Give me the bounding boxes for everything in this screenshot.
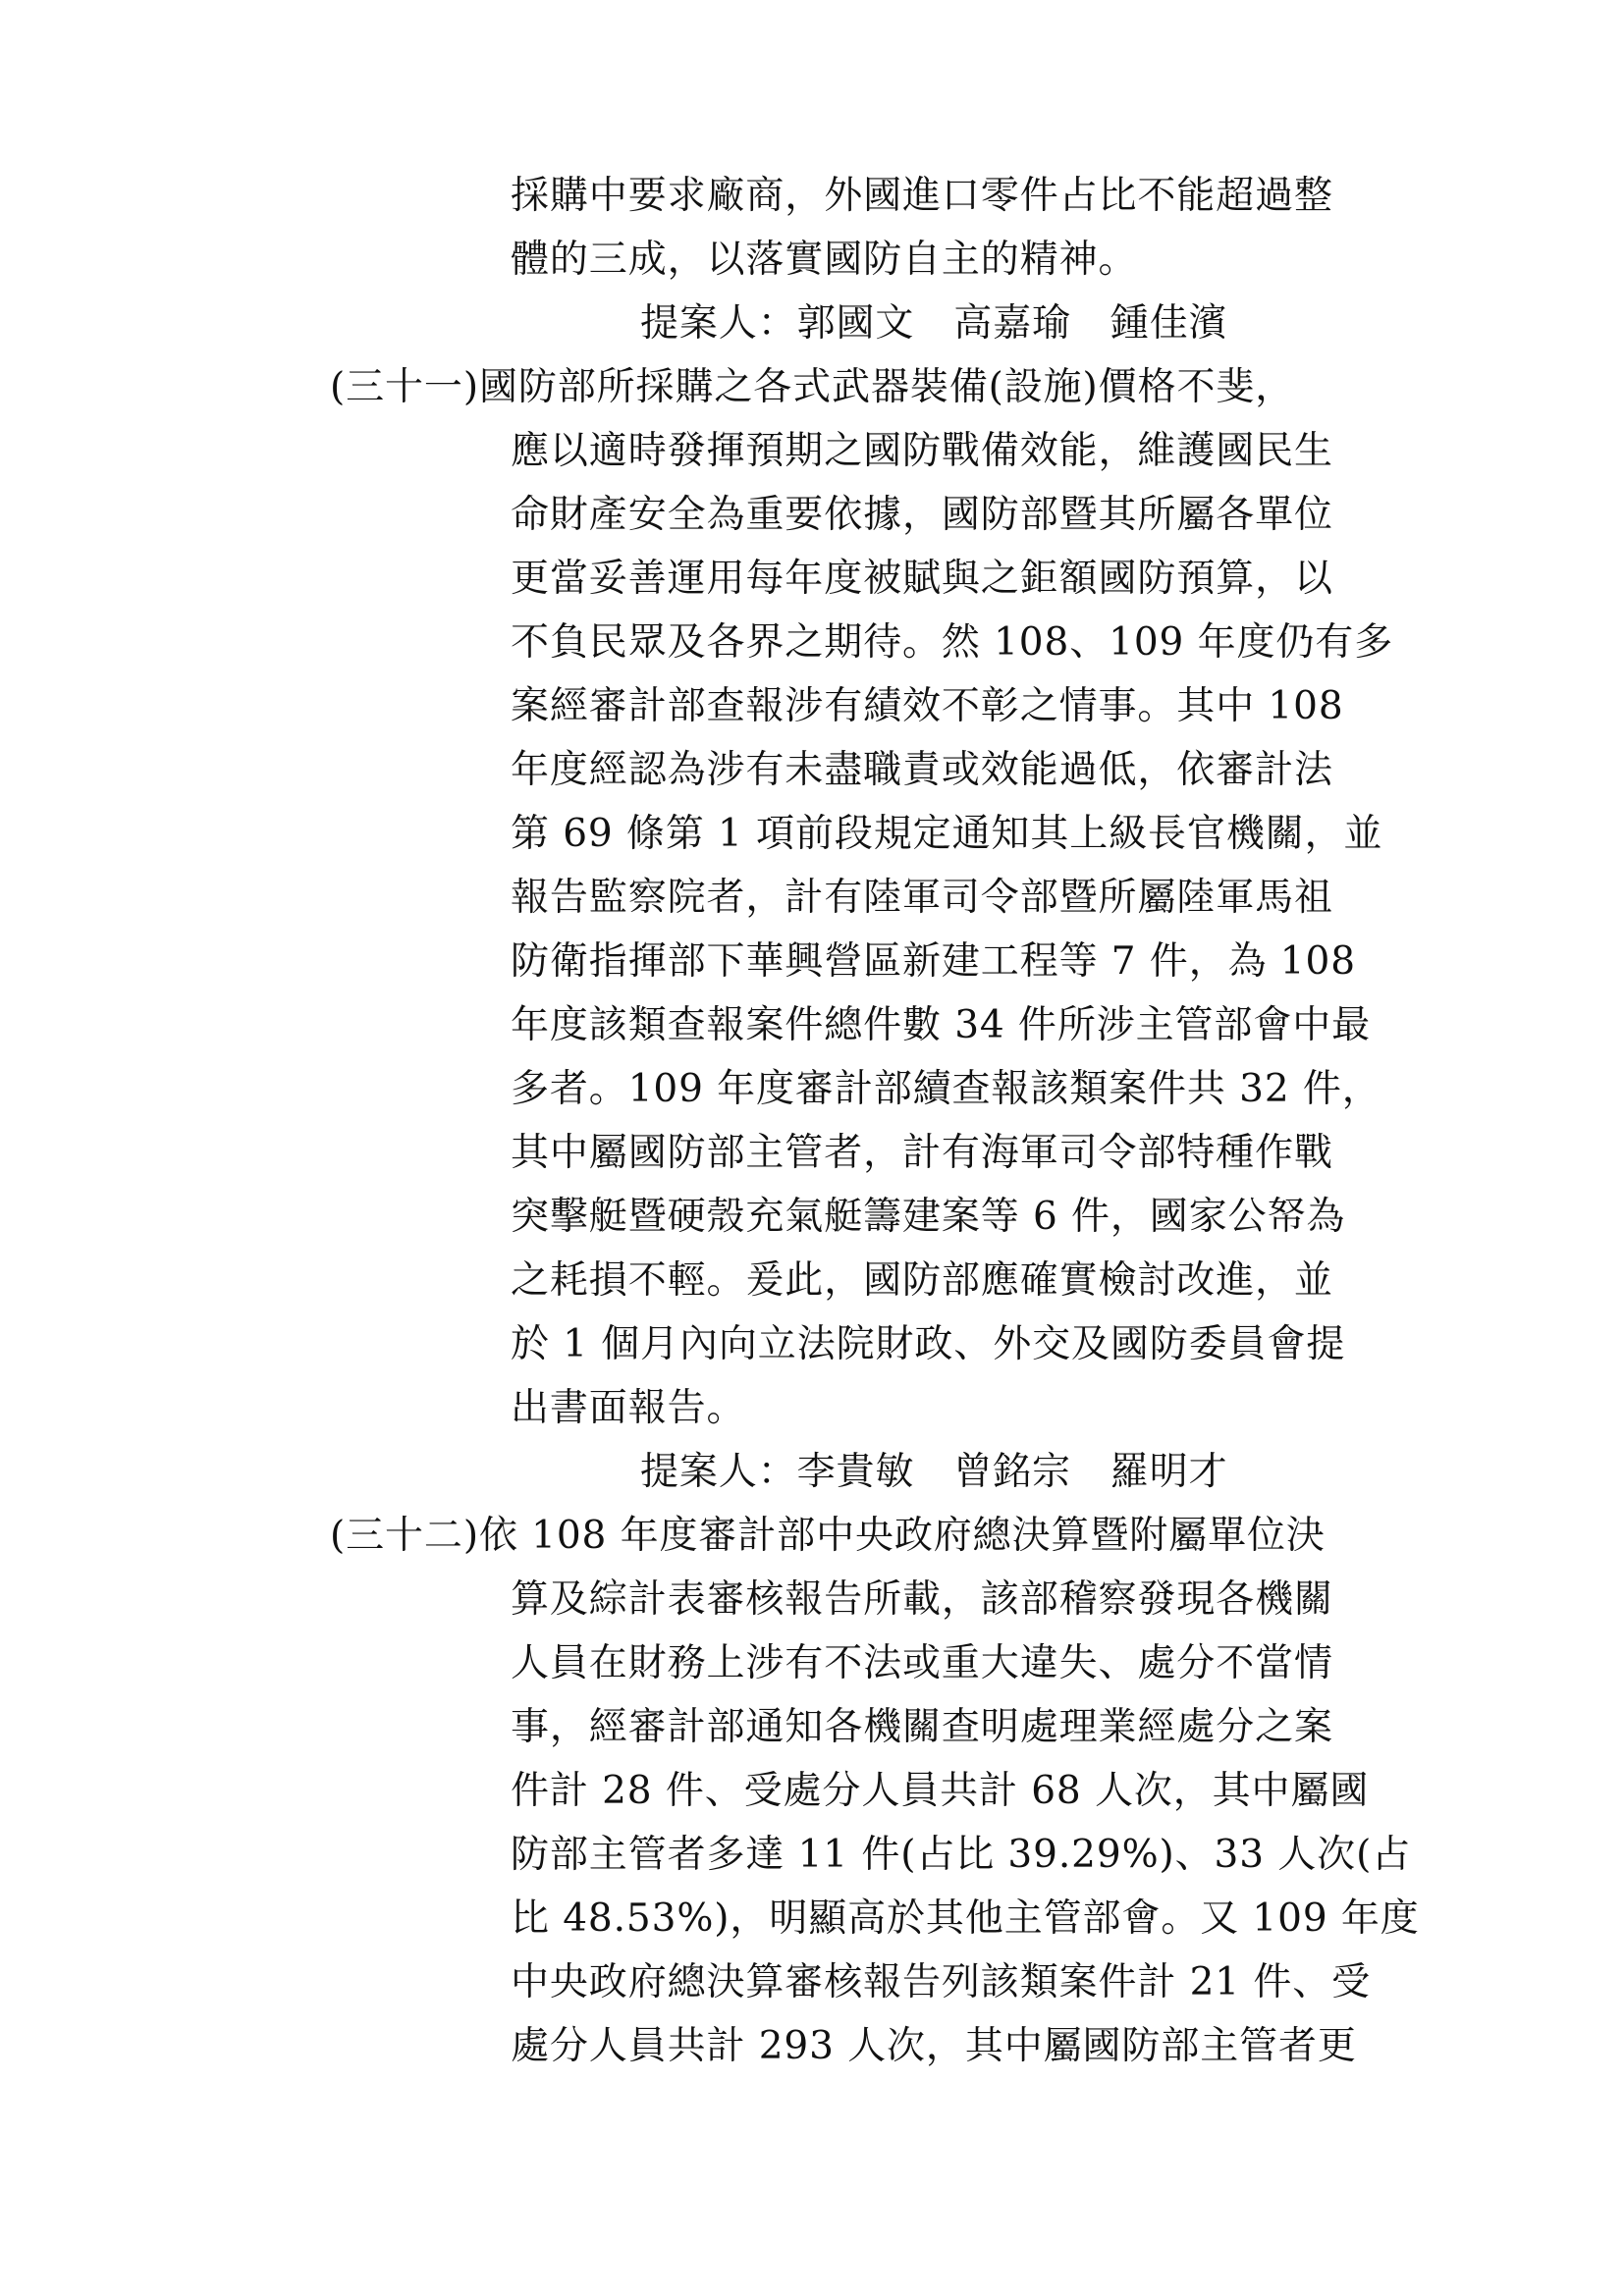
item-31-line-2: 應以適時發揮預期之國防戰備效能，維護國民生 bbox=[511, 429, 1333, 473]
item-31-line-17: 出書面報告。 bbox=[511, 1386, 746, 1430]
item-32-first-line bbox=[330, 1514, 1326, 1558]
item-32-label: (三十二) bbox=[330, 1514, 479, 1558]
item-32-line-1: 依 108 年度審計部中央政府總決算暨附屬單位決 bbox=[478, 1514, 1326, 1558]
item-31-line-12: 多者。109 年度審計部續查報該類案件共 32 件， bbox=[511, 1067, 1381, 1111]
item-32-line-7: 比 48.53%)，明顯高於其他主管部會。又 109 年度 bbox=[511, 1896, 1420, 1941]
item-32-line-4: 事，經審計部通知各機關查明處理業經處分之案 bbox=[511, 1705, 1333, 1749]
item-31-label: (三十一) bbox=[330, 365, 479, 409]
item-31-line-14: 突擊艇暨硬殼充氣艇籌建案等 6 件，國家公帑為 bbox=[511, 1195, 1346, 1239]
item-31-line-10: 防衛指揮部下華興營區新建工程等 7 件，為 108 bbox=[511, 939, 1356, 984]
item-32-line-3: 人員在財務上涉有不法或重大違失、處分不當情 bbox=[511, 1641, 1333, 1685]
item-31-line-9: 報告監察院者，計有陸軍司令部暨所屬陸軍馬祖 bbox=[511, 876, 1333, 920]
item-31-line-8: 第 69 條第 1 項前段規定通知其上級長官機關，並 bbox=[511, 812, 1383, 856]
intro-line-1: 採購中要求廠商，外國進口零件占比不能超過整 bbox=[511, 174, 1333, 218]
item-31-line-6: 案經審計部查報涉有績效不彰之情事。其中 108 bbox=[511, 684, 1344, 728]
item-31-line-3: 命財產安全為重要依據，國防部暨其所屬各單位 bbox=[511, 493, 1333, 537]
proposer-line-31: 提案人：李貴敏 曾銘宗 羅明才 bbox=[640, 1450, 1228, 1494]
item-31-line-11: 年度該類查報案件總件數 34 件所涉主管部會中最 bbox=[511, 1003, 1372, 1047]
item-31-line-5: 不負民眾及各界之期待。然 108、109 年度仍有多 bbox=[511, 620, 1394, 665]
item-32-line-2: 算及綜計表審核報告所載，該部稽察發現各機關 bbox=[511, 1577, 1333, 1622]
item-31-first-line bbox=[330, 365, 1295, 409]
item-32-line-9: 處分人員共計 293 人次，其中屬國防部主管者更 bbox=[511, 2024, 1357, 2068]
item-32-line-5: 件計 28 件、受處分人員共計 68 人次，其中屬國 bbox=[511, 1769, 1370, 1813]
item-31-line-13: 其中屬國防部主管者，計有海軍司令部特種作戰 bbox=[511, 1131, 1333, 1175]
proposer-line-intro: 提案人：郭國文 高嘉瑜 鍾佳濱 bbox=[640, 301, 1228, 346]
item-31-line-16: 於 1 個月內向立法院財政、外交及國防委員會提 bbox=[511, 1322, 1346, 1366]
intro-line-2: 體的三成，以落實國防自主的精神。 bbox=[511, 238, 1138, 282]
item-32-line-8: 中央政府總決算審核報告列該類案件計 21 件、受 bbox=[511, 1960, 1372, 2004]
item-32-line-6: 防部主管者多達 11 件(占比 39.29%)、33 人次(占 bbox=[511, 1833, 1412, 1877]
item-31-line-1: 國防部所採購之各式武器裝備(設施)價格不斐， bbox=[478, 365, 1295, 409]
item-31-line-15: 之耗損不輕。爰此，國防部應確實檢討改進，並 bbox=[511, 1258, 1333, 1303]
item-31-line-7: 年度經認為涉有未盡職責或效能過低，依審計法 bbox=[511, 748, 1333, 792]
item-31-line-4: 更當妥善運用每年度被賦與之鉅額國防預算，以 bbox=[511, 557, 1333, 601]
